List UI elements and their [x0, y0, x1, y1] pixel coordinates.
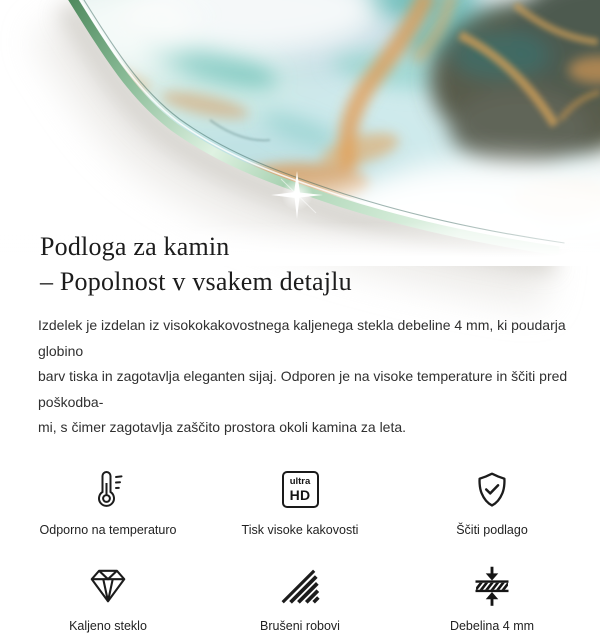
thermometer-icon — [87, 467, 129, 513]
feature-label: Tisk visoke kakovosti — [242, 523, 359, 537]
product-hero-image — [0, 0, 600, 266]
product-info-section — [0, 229, 600, 633]
description-line: Izdelek je izdelan iz visokokakovostnega kaljenega stekla debeline 4 mm, ki poudarja globino — [38, 313, 570, 364]
feature-tempered-glass — [12, 563, 204, 633]
feature-temperature-resistant — [12, 467, 204, 537]
description-line: mi, s čimer zagotavlja zaščito prostora okoli kamina za leta. — [38, 415, 570, 441]
page-title-line1: Podloga za kamin — [40, 232, 230, 261]
feature-label: Odporno na temperaturo — [40, 523, 177, 537]
feature-polished-edges — [204, 563, 396, 633]
ultra-hd-icon-text-top: ultra — [290, 477, 311, 487]
diamond-icon — [86, 563, 130, 609]
feature-label: Debelina 4 mm — [450, 619, 534, 633]
feature-label: Ščiti podlago — [456, 523, 528, 537]
ultra-hd-icon-text-bottom: HD — [290, 488, 311, 502]
features-grid — [12, 467, 588, 633]
page-title-line2: – Popolnost v vsakem detajlu — [40, 267, 352, 296]
product-description — [38, 313, 570, 441]
feature-label: Brušeni robovi — [260, 619, 340, 633]
feature-print-quality — [204, 467, 396, 537]
feature-thickness — [396, 563, 588, 633]
glass-panel-illustration — [0, 0, 600, 266]
shield-check-icon — [471, 467, 513, 513]
feature-label: Kaljeno steklo — [69, 619, 147, 633]
feature-protects-surface — [396, 467, 588, 537]
page-title — [40, 229, 570, 299]
polished-edges-icon — [278, 563, 322, 609]
description-line: barv tiska in zagotavlja eleganten sijaj. Odporen je na visoke temperature in ščiti pred poškodba- — [38, 364, 570, 415]
ultra-hd-icon — [282, 467, 319, 513]
thickness-4mm-icon — [470, 563, 514, 609]
